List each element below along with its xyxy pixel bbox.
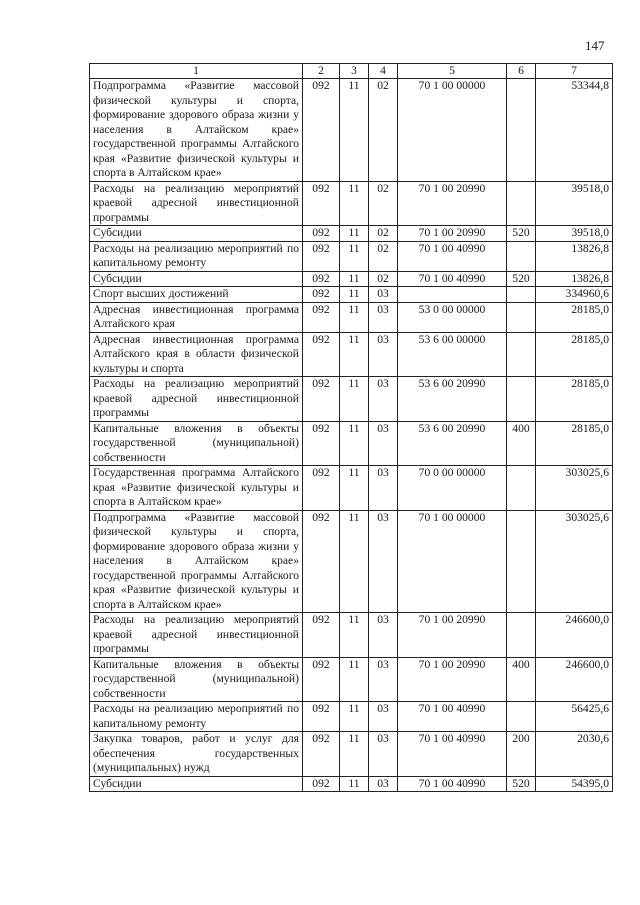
expense-type-cell: 520 [507,776,536,792]
col-header: 5 [398,64,507,79]
table-row [90,287,613,303]
target-article-cell: 53 6 00 20990 [398,377,507,422]
section-code-cell: 11 [340,241,369,271]
amount-cell: 2030,6 [536,732,613,777]
col-header: 1 [90,64,303,79]
item-name-cell: Субсидии [90,271,303,287]
target-article-cell: 70 1 00 40990 [398,702,507,732]
amount-cell: 39518,0 [536,181,613,226]
table-row [90,226,613,242]
amount-cell: 303025,6 [536,510,613,613]
subsection-code-cell: 03 [369,377,398,422]
section-code-cell: 11 [340,421,369,466]
ministry-code-cell: 092 [303,226,340,242]
expense-type-cell: 400 [507,421,536,466]
subsection-code-cell: 03 [369,732,398,777]
target-article-cell: 70 1 00 20990 [398,657,507,702]
col-header: 6 [507,64,536,79]
subsection-code-cell: 03 [369,466,398,511]
section-code-cell: 11 [340,613,369,658]
amount-cell: 246600,0 [536,613,613,658]
amount-cell: 303025,6 [536,466,613,511]
amount-cell: 28185,0 [536,421,613,466]
target-article-cell: 70 1 00 00000 [398,79,507,182]
item-name-cell: Расходы на реализацию мероприятий краевой адресной инвестиционной программы [90,377,303,422]
section-code-cell: 11 [340,657,369,702]
section-code-cell: 11 [340,181,369,226]
subsection-code-cell: 03 [369,657,398,702]
amount-cell: 54395,0 [536,776,613,792]
ministry-code-cell: 092 [303,613,340,658]
ministry-code-cell: 092 [303,332,340,377]
expense-type-cell [507,466,536,511]
target-article-cell: 53 6 00 20990 [398,421,507,466]
amount-cell: 39518,0 [536,226,613,242]
ministry-code-cell: 092 [303,287,340,303]
ministry-code-cell: 092 [303,776,340,792]
ministry-code-cell: 092 [303,302,340,332]
section-code-cell: 11 [340,510,369,613]
target-article-cell: 70 1 00 20990 [398,181,507,226]
subsection-code-cell: 02 [369,181,398,226]
target-article-cell: 70 1 00 20990 [398,226,507,242]
col-header: 4 [369,64,398,79]
table-row [90,241,613,271]
table-row [90,466,613,511]
ministry-code-cell: 092 [303,732,340,777]
subsection-code-cell: 03 [369,421,398,466]
amount-cell: 28185,0 [536,302,613,332]
expense-type-cell [507,702,536,732]
col-header: 2 [303,64,340,79]
item-name-cell: Закупка товаров, работ и услуг для обеспечения государственных (муниципальных) нужд [90,732,303,777]
amount-cell: 246600,0 [536,657,613,702]
section-code-cell: 11 [340,271,369,287]
section-code-cell: 11 [340,287,369,303]
table-row [90,181,613,226]
table-row [90,657,613,702]
item-name-cell: Расходы на реализацию мероприятий краевой адресной инвестиционной программы [90,181,303,226]
ministry-code-cell: 092 [303,241,340,271]
ministry-code-cell: 092 [303,181,340,226]
table-row [90,271,613,287]
expense-type-cell [507,287,536,303]
section-code-cell: 11 [340,732,369,777]
target-article-cell: 70 1 00 40990 [398,732,507,777]
target-article-cell: 70 1 00 40990 [398,271,507,287]
item-name-cell: Субсидии [90,226,303,242]
item-name-cell: Расходы на реализацию мероприятий по капитальному ремонту [90,241,303,271]
subsection-code-cell: 03 [369,287,398,303]
ministry-code-cell: 092 [303,657,340,702]
target-article-cell: 53 0 00 00000 [398,302,507,332]
subsection-code-cell: 03 [369,510,398,613]
expense-type-cell [507,241,536,271]
target-article-cell: 70 0 00 00000 [398,466,507,511]
ministry-code-cell: 092 [303,271,340,287]
table-row [90,421,613,466]
section-code-cell: 11 [340,302,369,332]
amount-cell: 53344,8 [536,79,613,182]
expense-type-cell [507,613,536,658]
section-code-cell: 11 [340,79,369,182]
item-name-cell: Подпрограмма «Развитие массовой физической культуры и спорта, формирование здорового образа жизни у населения в Алтайском крае» государственной программы Алтайского края «Развитие физической культуры и спорта в Алтайском крае» [90,510,303,613]
subsection-code-cell: 03 [369,302,398,332]
ministry-code-cell: 092 [303,702,340,732]
expense-type-cell: 400 [507,657,536,702]
section-code-cell: 11 [340,226,369,242]
table-row [90,79,613,182]
section-code-cell: 11 [340,776,369,792]
item-name-cell: Адресная инвестиционная программа Алтайского края [90,302,303,332]
amount-cell: 28185,0 [536,332,613,377]
target-article-cell [398,287,507,303]
subsection-code-cell: 03 [369,613,398,658]
table-row [90,332,613,377]
table-row [90,302,613,332]
item-name-cell: Спорт высших достижений [90,287,303,303]
item-name-cell: Расходы на реализацию мероприятий по капитальному ремонту [90,702,303,732]
target-article-cell: 70 1 00 00000 [398,510,507,613]
table-row [90,732,613,777]
amount-cell: 13826,8 [536,271,613,287]
target-article-cell: 70 1 00 40990 [398,776,507,792]
col-header: 7 [536,64,613,79]
target-article-cell: 70 1 00 40990 [398,241,507,271]
subsection-code-cell: 02 [369,226,398,242]
section-code-cell: 11 [340,377,369,422]
item-name-cell: Капитальные вложения в объекты государственной (муниципальной) собственности [90,421,303,466]
header-row [90,64,613,79]
ministry-code-cell: 092 [303,377,340,422]
target-article-cell: 53 6 00 00000 [398,332,507,377]
expense-type-cell: 200 [507,732,536,777]
amount-cell: 28185,0 [536,377,613,422]
item-name-cell: Подпрограмма «Развитие массовой физической культуры и спорта, формирование здорового образа жизни у населения в Алтайском крае» государственной программы Алтайского края «Развитие физической культуры и спорта в Алтайском крае» [90,79,303,182]
expense-type-cell [507,377,536,422]
ministry-code-cell: 092 [303,510,340,613]
table-row [90,702,613,732]
budget-table [89,63,613,792]
amount-cell: 56425,6 [536,702,613,732]
section-code-cell: 11 [340,332,369,377]
expense-type-cell [507,181,536,226]
ministry-code-cell: 092 [303,421,340,466]
expense-type-cell: 520 [507,271,536,287]
item-name-cell: Адресная инвестиционная программа Алтайского края в области физической культуры и спорта [90,332,303,377]
expense-type-cell: 520 [507,226,536,242]
subsection-code-cell: 03 [369,332,398,377]
subsection-code-cell: 03 [369,776,398,792]
target-article-cell: 70 1 00 20990 [398,613,507,658]
subsection-code-cell: 02 [369,79,398,182]
amount-cell: 334960,6 [536,287,613,303]
table-body [90,79,613,792]
ministry-code-cell: 092 [303,466,340,511]
expense-type-cell [507,332,536,377]
ministry-code-cell: 092 [303,79,340,182]
col-header: 3 [340,64,369,79]
table-row [90,377,613,422]
amount-cell: 13826,8 [536,241,613,271]
subsection-code-cell: 02 [369,271,398,287]
table-row [90,510,613,613]
expense-type-cell [507,302,536,332]
section-code-cell: 11 [340,702,369,732]
table-row [90,776,613,792]
item-name-cell: Расходы на реализацию мероприятий краевой адресной инвестиционной программы [90,613,303,658]
item-name-cell: Капитальные вложения в объекты государственной (муниципальной) собственности [90,657,303,702]
item-name-cell: Государственная программа Алтайского края «Развитие физической культуры и спорта в Алтайском крае» [90,466,303,511]
subsection-code-cell: 02 [369,241,398,271]
item-name-cell: Субсидии [90,776,303,792]
page-number: 147 [585,38,605,53]
expense-type-cell [507,79,536,182]
table-row [90,613,613,658]
section-code-cell: 11 [340,466,369,511]
expense-type-cell [507,510,536,613]
subsection-code-cell: 03 [369,702,398,732]
